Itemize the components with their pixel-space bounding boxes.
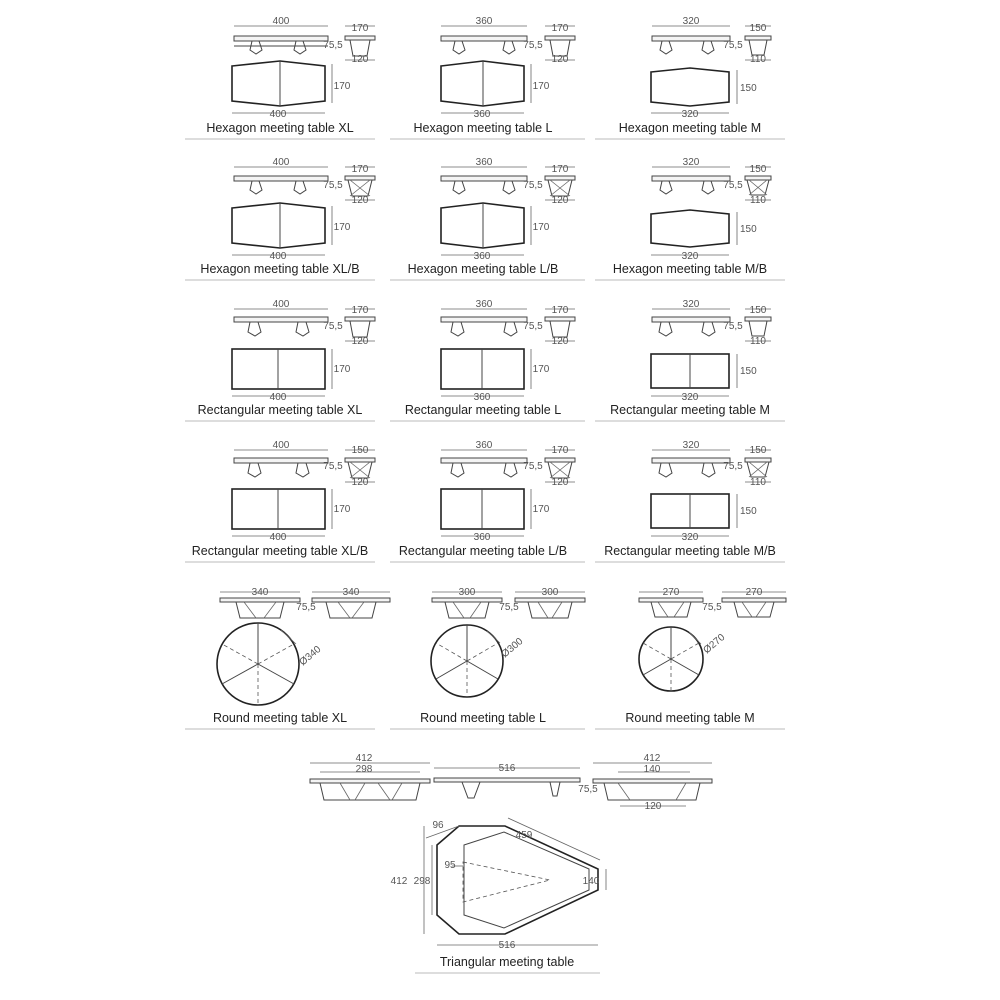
base-dim: 120 <box>551 54 569 65</box>
base-dim: 110 <box>750 477 766 488</box>
plan-width-dim: 170 <box>532 364 550 375</box>
overall-dim: 412 <box>643 753 661 764</box>
cell-rectangular-m <box>595 299 785 421</box>
plan-view <box>232 349 351 403</box>
length-dim: 516 <box>498 763 516 774</box>
caption: Hexagon meeting table L/B <box>407 262 559 276</box>
base-dim: 110 <box>750 195 766 206</box>
caption: Hexagon meeting table XL/B <box>200 262 360 276</box>
short-edge-dim: 96 <box>432 820 444 831</box>
right-edge-dim: 140 <box>582 876 600 887</box>
elevation-view <box>441 16 527 54</box>
mid-dim: 140 <box>643 764 661 775</box>
plan-length-dim: 320 <box>681 392 699 403</box>
length-dim: 320 <box>682 440 700 451</box>
width-dim: 170 <box>551 164 569 175</box>
caption: Hexagon meeting table XL <box>206 121 354 135</box>
diameter-label: Ø270 <box>701 632 728 657</box>
height-dim: 75,5 <box>499 602 519 613</box>
side-view <box>523 164 575 206</box>
plan-view <box>441 61 550 120</box>
base-dim: 120 <box>644 801 662 812</box>
side-view <box>523 445 575 488</box>
plan-view <box>651 68 757 120</box>
cell-hexagon-xl <box>185 16 375 139</box>
length-dim: 400 <box>272 299 290 310</box>
caption: Rectangular meeting table M/B <box>604 544 776 558</box>
cell-rectangular-xl <box>185 299 375 421</box>
plan-length-dim: 320 <box>681 109 699 120</box>
diameter-dim: 270 <box>662 587 680 598</box>
side-view <box>323 305 375 347</box>
plan-width-dim: 170 <box>333 222 351 233</box>
caption: Hexagon meeting table M <box>618 121 762 135</box>
side-view <box>723 164 771 206</box>
length-dim: 400 <box>272 157 290 168</box>
plan-length-dim: 400 <box>269 532 287 543</box>
height-dim: 75,5 <box>578 784 598 795</box>
cell-rectangular-xl-b <box>185 440 375 562</box>
caption: Round meeting table L <box>420 711 546 725</box>
plan-length-dim: 360 <box>473 109 491 120</box>
plan-view <box>651 494 757 543</box>
caption: Triangular meeting table <box>439 955 575 969</box>
elevation-view <box>441 157 527 194</box>
elevation-view <box>234 299 328 336</box>
diameter-label: Ø340 <box>297 644 324 669</box>
height-dim: 75,5 <box>323 40 343 51</box>
diameter-dim: 340 <box>342 587 360 598</box>
length-dim: 360 <box>475 299 493 310</box>
length-dim: 320 <box>682 299 700 310</box>
side-view <box>323 23 375 65</box>
elevation-view <box>652 157 730 194</box>
elevation-view <box>652 16 730 54</box>
elevation-view-a <box>310 753 430 800</box>
height-dim: 75,5 <box>523 180 543 191</box>
elevation-view <box>441 299 527 336</box>
plan-view <box>441 349 550 403</box>
height-dim: 75,5 <box>723 321 743 332</box>
long-edge-dim: 459 <box>515 830 533 841</box>
elevation-view <box>441 440 527 477</box>
height-dim: 75,5 <box>723 40 743 51</box>
elevation-view <box>234 157 328 194</box>
height-dim: 75,5 <box>723 180 743 191</box>
plan-view <box>639 627 728 691</box>
plan-view <box>441 489 550 543</box>
inner-height-dim: 298 <box>413 876 431 887</box>
diameter-dim: 300 <box>458 587 476 598</box>
elevation-view-front <box>639 587 703 617</box>
length-dim: 400 <box>272 16 290 27</box>
elevation-view-side <box>312 587 390 618</box>
plan-width-dim: 150 <box>740 366 757 377</box>
inner-dim: 298 <box>355 764 373 775</box>
plan-view <box>217 623 324 705</box>
plan-view <box>232 489 351 543</box>
plan-width-dim: 170 <box>333 81 351 92</box>
base-dim: 110 <box>750 336 766 347</box>
plan-length-dim: 360 <box>473 392 491 403</box>
width-dim: 170 <box>351 164 369 175</box>
width-dim: 150 <box>749 445 767 456</box>
cell-hexagon-l-b <box>390 157 585 280</box>
elevation-view-side <box>515 587 585 618</box>
height-dim: 75,5 <box>723 461 743 472</box>
plan-length-dim: 400 <box>269 392 287 403</box>
width-dim: 170 <box>551 23 569 34</box>
plan-width-dim: 170 <box>532 81 550 92</box>
diameter-dim: 270 <box>745 587 763 598</box>
plan-view <box>232 61 351 120</box>
elevation-view-front <box>220 587 300 618</box>
height-dim: 75,5 <box>323 321 343 332</box>
width-dim: 170 <box>351 305 369 316</box>
side-view <box>723 445 771 488</box>
elevation-view <box>652 299 730 336</box>
side-view <box>523 23 575 65</box>
caption: Rectangular meeting table XL <box>197 403 363 417</box>
cell-hexagon-xl-b <box>185 157 375 280</box>
caption: Hexagon meeting table M/B <box>612 262 768 276</box>
overall-dim: 412 <box>390 876 408 887</box>
base-dim: 120 <box>551 336 569 347</box>
elevation-view-b <box>434 763 580 798</box>
plan-length-dim: 320 <box>681 532 699 543</box>
cell-rectangular-m-b <box>595 440 785 562</box>
caption: Round meeting table M <box>625 711 755 725</box>
side-view <box>323 164 375 206</box>
caption: Rectangular meeting table L <box>404 403 562 417</box>
height-dim: 75,5 <box>323 461 343 472</box>
length-dim: 320 <box>682 16 700 27</box>
cell-round-l <box>390 587 585 729</box>
base-dim: 120 <box>351 54 369 65</box>
elevation-view <box>234 16 328 54</box>
length-dim: 360 <box>475 440 493 451</box>
elevation-view-side <box>722 587 786 617</box>
plan-length-dim: 360 <box>473 251 491 262</box>
height-dim: 75,5 <box>523 321 543 332</box>
overall-dim: 412 <box>355 753 373 764</box>
length-dim: 400 <box>272 440 290 451</box>
plan-length-dim: 360 <box>473 532 491 543</box>
cell-hexagon-l <box>390 16 585 139</box>
plan-view <box>441 203 550 262</box>
cell-round-xl <box>185 587 390 729</box>
side-view <box>723 305 771 347</box>
plan-length-dim: 400 <box>269 109 287 120</box>
plan-length-dim: 320 <box>681 251 699 262</box>
width-dim: 150 <box>351 445 369 456</box>
cell-hexagon-m <box>595 16 785 139</box>
width-dim: 170 <box>551 445 569 456</box>
cell-hexagon-m-b <box>595 157 785 280</box>
plan-width-dim: 150 <box>740 506 757 517</box>
inner-edge-dim: 95 <box>444 860 456 871</box>
length-dim: 360 <box>475 16 493 27</box>
plan-view <box>651 354 757 403</box>
cell-round-m <box>595 587 786 729</box>
width-dim: 170 <box>351 23 369 34</box>
caption: Hexagon meeting table L <box>413 121 553 135</box>
width-dim: 150 <box>749 305 767 316</box>
plan-view <box>232 203 351 262</box>
length-dim: 320 <box>682 157 700 168</box>
plan-width-dim: 150 <box>740 224 757 235</box>
base-dim: 120 <box>351 195 369 206</box>
elevation-view <box>652 440 730 477</box>
elevation-view <box>234 440 328 477</box>
base-dim: 120 <box>351 477 369 488</box>
plan-width-dim: 170 <box>532 504 550 515</box>
base-dim: 110 <box>750 54 766 65</box>
caption: Rectangular meeting table XL/B <box>191 544 369 558</box>
height-dim: 75,5 <box>702 602 722 613</box>
width-dim: 150 <box>749 164 767 175</box>
length-dim: 360 <box>475 157 493 168</box>
height-dim: 75,5 <box>296 602 316 613</box>
caption: Rectangular meeting table L/B <box>398 544 568 558</box>
caption: Round meeting table XL <box>212 711 348 725</box>
cell-rectangular-l <box>390 299 585 421</box>
diameter-dim: 340 <box>251 587 269 598</box>
plan-width-dim: 150 <box>740 83 757 94</box>
plan-view <box>651 210 757 262</box>
diameter-dim: 300 <box>541 587 559 598</box>
plan-view <box>431 625 526 697</box>
width-dim: 170 <box>551 305 569 316</box>
plan-view <box>391 818 606 951</box>
base-dim: 120 <box>551 477 569 488</box>
height-dim: 75,5 <box>323 180 343 191</box>
plan-width-dim: 170 <box>333 504 351 515</box>
cell-triangular <box>310 753 712 973</box>
base-dim: 120 <box>551 195 569 206</box>
caption: Rectangular meeting table M <box>610 403 770 417</box>
plan-width-dim: 170 <box>532 222 550 233</box>
width-dim: 150 <box>749 23 767 34</box>
elevation-view-c <box>593 753 712 812</box>
cell-rectangular-l-b <box>390 440 585 562</box>
base-dim: 120 <box>351 336 369 347</box>
plan-width-dim: 170 <box>333 364 351 375</box>
bottom-edge-dim: 516 <box>498 940 516 951</box>
elevation-view-front <box>432 587 502 618</box>
diameter-label: Ø300 <box>499 636 526 661</box>
height-dim: 75,5 <box>523 461 543 472</box>
side-view <box>323 445 375 488</box>
side-view <box>523 305 575 347</box>
plan-length-dim: 400 <box>269 251 287 262</box>
height-dim: 75,5 <box>523 40 543 51</box>
side-view <box>723 23 771 65</box>
